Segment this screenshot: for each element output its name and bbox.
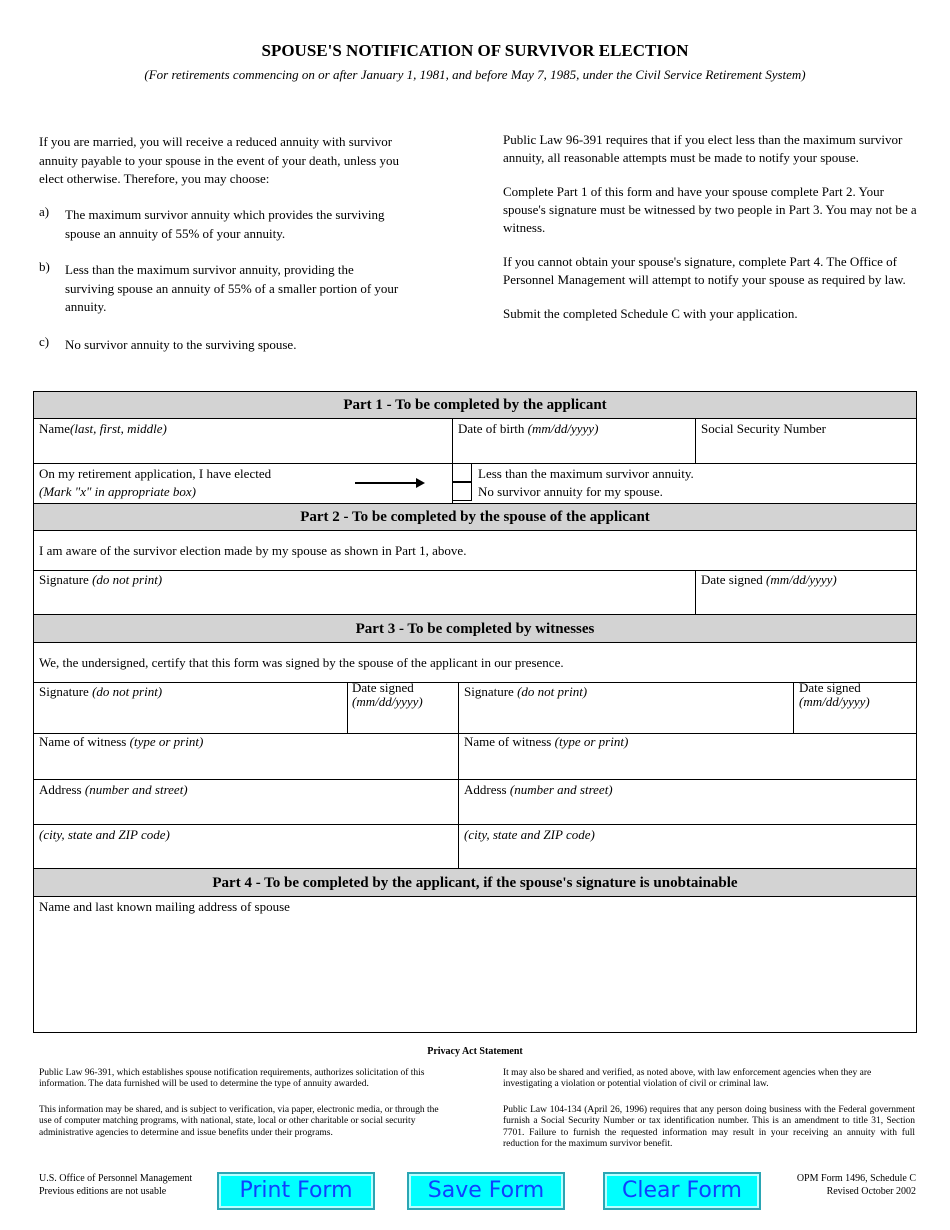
witness2-signature-label: Signature (do not print) [464, 684, 588, 699]
option-letter: c) [39, 334, 50, 349]
witness2-date-input[interactable] [798, 710, 912, 730]
checkbox-no-survivor-annuity[interactable] [452, 482, 472, 501]
footer-agency: U.S. Office of Personnel Management [39, 1173, 193, 1184]
privacy-left-1: Public Law 96-391, which establishes spouse notification requirements, authorizes solicitation of this information. The data furnished will be used to determine the type of annuity awarded. [39, 1068, 425, 1090]
option-text: The maximum survivor annuity which provides the surviving spouse an annuity of 55% of your annuity. [65, 207, 385, 241]
witness1-date-label: Date signed (mm/dd/yyyy) [352, 680, 423, 709]
privacy-left-2: This information may be shared, and is subject to verification, via paper, electronic media, or through the use of computer matching programs, with national, state, local or other charitable or social security administrative agencies to determine and issue benefits under their programs. [39, 1105, 439, 1138]
footer-revised: Revised October 2002 [826, 1186, 916, 1197]
privacy-right-2: Public Law 104-134 (April 26, 1996) requires that any person doing business with the Federal government furnish a Social Security Number or tax identification number. This is an amendment to title 31, Section 7701. Failure to furnish the requested information may result in your receiving an annuity with full reduction for the maximum survivor benefit. [503, 1105, 915, 1149]
ssn-label: Social Security Number [701, 421, 826, 436]
intro-paragraph: If you are married, you will receive a reduced annuity with survivor annuity payable to your spouse in the event of your death, unless you elect otherwise. Therefore, you may choose: [39, 134, 399, 186]
footer-left [39, 1172, 192, 1198]
part1-heading: Part 1 - To be completed by the applicant [34, 391, 916, 419]
option-letter: a) [39, 204, 50, 219]
name-label: Name(last, first, middle) [39, 421, 167, 436]
witness2-address-input[interactable] [463, 801, 912, 823]
footer-editions: Previous editions are not usable [39, 1186, 167, 1197]
witness2-date-label: Date signed (mm/dd/yyyy) [799, 680, 870, 709]
form-subtitle: (For retirements commencing on or after January 1, 1981, and before May 7, 1985, under the Civil Service Retirement System) [144, 67, 806, 82]
part2-heading: Part 2 - To be completed by the spouse of the applicant [34, 503, 916, 531]
witness2-name-input[interactable] [463, 754, 912, 776]
clear-form-button[interactable]: Clear Form [603, 1172, 761, 1210]
applicant-name-input[interactable] [38, 440, 448, 460]
spouse-address-textarea[interactable] [38, 918, 912, 1026]
witness2-name-label: Name of witness (type or print) [464, 734, 629, 749]
privacy-title: Privacy Act Statement [427, 1046, 523, 1057]
form-title: SPOUSE'S NOTIFICATION OF SURVIVOR ELECTION [261, 41, 689, 60]
dob-input[interactable] [457, 440, 692, 460]
save-form-button[interactable]: Save Form [407, 1172, 565, 1210]
intro-right-paragraph: Complete Part 1 of this form and have your spouse complete Part 2. Your spouse's signature must be witnessed by two people in Part 3. You may not be a witness. [503, 184, 917, 235]
part4-label: Name and last known mailing address of spouse [39, 899, 290, 914]
witness1-address-input[interactable] [38, 801, 453, 823]
witness2-city-label: (city, state and ZIP code) [464, 827, 595, 842]
part3-statement: We, the undersigned, certify that this form was signed by the spouse of the applicant in our presence. [39, 655, 564, 670]
election-hint: (Mark "x" in appropriate box) [39, 484, 197, 499]
spouse-date-label: Date signed (mm/dd/yyyy) [701, 572, 837, 587]
part4-heading: Part 4 - To be completed by the applicant, if the spouse's signature is unobtainable [34, 868, 916, 897]
intro-left-column [39, 133, 439, 352]
witness1-name-input[interactable] [38, 754, 453, 776]
witness1-signature-label: Signature (do not print) [39, 684, 163, 699]
checkbox-less-than-maximum[interactable] [452, 463, 472, 482]
option-text: Less than the maximum survivor annuity, providing the surviving spouse an annuity of 55% of a smaller portion of your annuity. [65, 262, 399, 314]
arrow-right-icon [354, 476, 426, 490]
witness1-city-label: (city, state and ZIP code) [39, 827, 170, 842]
footer-form-number: OPM Form 1496, Schedule C [796, 1173, 916, 1184]
ssn-input[interactable] [700, 440, 912, 460]
footer-right [797, 1172, 916, 1198]
intro-right-column [503, 131, 918, 339]
witness1-date-input[interactable] [351, 710, 451, 730]
witness2-signature-input[interactable] [463, 704, 788, 728]
privacy-right-1: It may also be shared and verified, as noted above, with law enforcement agencies when they are investigating a violation or potential violation of civil or criminal law. [503, 1068, 872, 1090]
intro-right-paragraph: Submit the completed Schedule C with your application. [503, 306, 798, 321]
spouse-date-input[interactable] [700, 590, 912, 610]
part2-statement: I am aware of the survivor election made by my spouse as shown in Part 1, above. [39, 543, 467, 558]
witness2-city-input[interactable] [463, 845, 912, 867]
election-label: On my retirement application, I have elected [39, 466, 272, 481]
witness2-address-label: Address (number and street) [464, 782, 613, 797]
witness1-signature-input[interactable] [38, 704, 343, 728]
spouse-signature-label: Signature (do not print) [39, 572, 163, 587]
print-form-button[interactable]: Print Form [217, 1172, 375, 1210]
intro-right-paragraph: Public Law 96-391 requires that if you elect less than the maximum survivor annuity, all reasonable attempts must be made to notify your spouse. [503, 132, 903, 165]
election-form [33, 391, 917, 1033]
witness1-name-label: Name of witness (type or print) [39, 734, 204, 749]
part3-heading: Part 3 - To be completed by witnesses [34, 614, 916, 643]
choice-none-label: No survivor annuity for my spouse. [478, 484, 663, 499]
option-text: No survivor annuity to the surviving spouse. [65, 337, 297, 352]
spouse-signature-input[interactable] [38, 590, 688, 610]
choice-less-label: Less than the maximum survivor annuity. [478, 466, 694, 481]
dob-label: Date of birth (mm/dd/yyyy) [458, 421, 599, 436]
witness1-city-input[interactable] [38, 845, 453, 867]
option-letter: b) [39, 259, 50, 274]
witness1-address-label: Address (number and street) [39, 782, 188, 797]
intro-right-paragraph: If you cannot obtain your spouse's signature, complete Part 4. The Office of Personnel Management will attempt to notify your spouse as required by law. [503, 254, 906, 287]
